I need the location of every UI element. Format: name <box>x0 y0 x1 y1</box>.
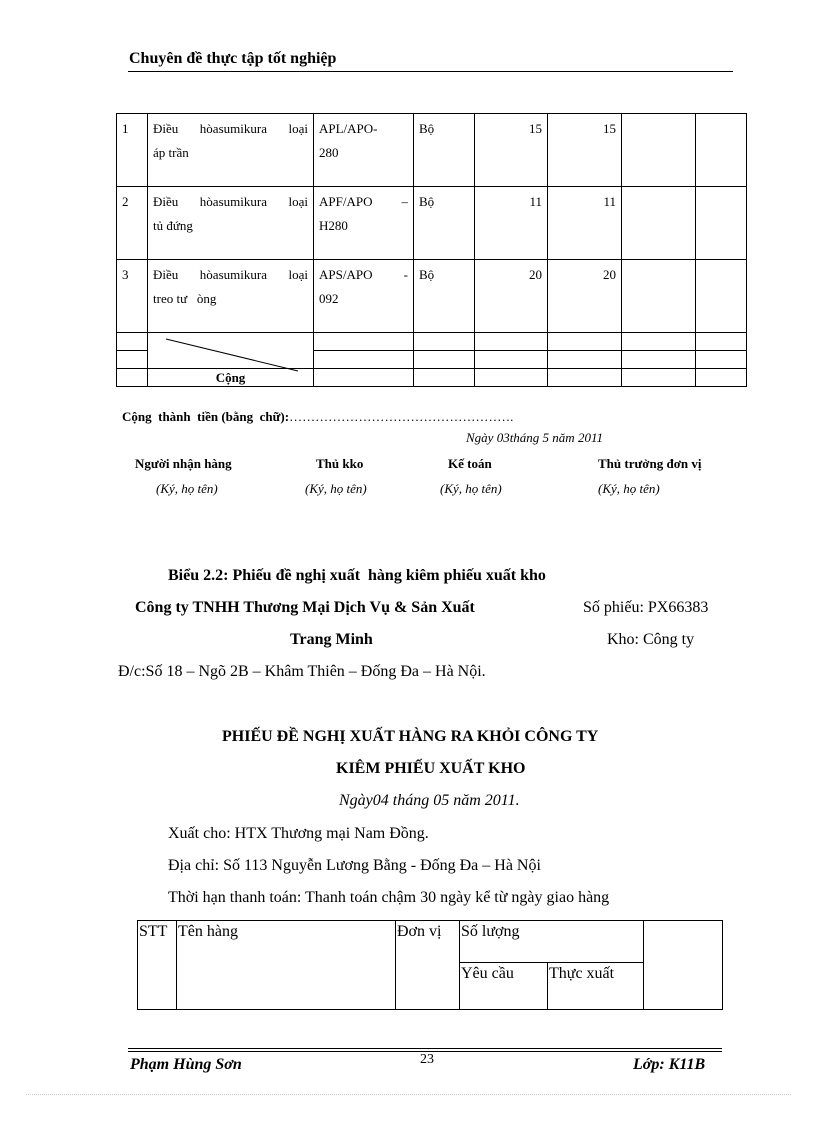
export-table <box>137 920 723 1010</box>
form-subtitle: KIÊM PHIẾU XUẤT KHO <box>336 760 526 777</box>
header-thuc-xuat: Thực xuất <box>548 963 644 1010</box>
header-yeu-cau: Yêu cầu <box>460 963 548 1010</box>
cell-qty-request: 15 <box>475 114 548 187</box>
figure-caption: Biểu 2.2: Phiếu đề nghị xuất hàng kiêm phiếu xuất kho <box>168 567 546 584</box>
header-ten-hang: Tên hàng <box>177 921 396 1010</box>
signature-title: Kế toán <box>448 456 492 471</box>
voucher-number: Số phiếu: PX66383 <box>583 599 709 616</box>
export-to: Xuất cho: HTX Thương mại Nam Đồng. <box>168 825 429 842</box>
cell-code-line1: APS/APO - <box>319 267 408 282</box>
recipient-address: Địa chỉ: Số 113 Nguyễn Lương Bằng - Đống Đa – Hà Nội <box>168 857 541 874</box>
cell-code-line1: APL/APO- <box>319 121 378 136</box>
form-date: Ngày04 tháng 05 năm 2011. <box>339 792 520 809</box>
form-title: PHIẾU ĐỀ NGHỊ XUẤT HÀNG RA KHỎI CÔNG TY <box>222 728 599 745</box>
total-in-words-label: Cộng thành tiền (bằng chữ): <box>122 409 290 424</box>
footer-author: Phạm Hùng Sơn <box>130 1056 242 1073</box>
table-row <box>117 114 747 187</box>
cell-qty-request: 20 <box>475 260 548 333</box>
header-empty <box>644 921 723 1010</box>
cell-qty-actual: 15 <box>548 114 622 187</box>
cell-unit: Bộ <box>414 114 475 187</box>
cell-name-line2: treo tư òng <box>153 291 217 306</box>
cell-qty-actual: 11 <box>548 187 622 260</box>
cell-name-line1: Điều hòasumikura loại <box>153 121 308 136</box>
cell-empty <box>622 260 696 333</box>
cell-name-line2: áp trần <box>153 145 189 160</box>
footer-class: Lớp: K11B <box>633 1056 706 1073</box>
diagonal-strike-line <box>148 333 308 373</box>
cell-name-line1: Điều hòasumikura loại <box>153 194 308 209</box>
cell-code-line2: H280 <box>319 218 348 233</box>
date-line-1: Ngày 03tháng 5 năm 2011 <box>466 430 603 445</box>
cell-empty <box>622 187 696 260</box>
signature-note: (Ký, họ tên) <box>440 481 502 496</box>
goods-table <box>116 113 747 387</box>
header-title: Chuyên đề thực tập tốt nghiệp <box>129 50 337 67</box>
page-number: 23 <box>420 1052 434 1067</box>
signature-title: Thủ kko <box>316 456 364 471</box>
footer-rule-top <box>128 1048 722 1049</box>
payment-term: Thời hạn thanh toán: Thanh toán chậm 30 ngày kể từ ngày giao hàng <box>168 889 610 906</box>
strike-cell <box>148 333 314 369</box>
header-stt: STT <box>138 921 177 1010</box>
cell-stt: 1 <box>117 114 148 187</box>
cell-code <box>314 260 414 333</box>
header-so-luong: Số lượng <box>460 921 644 963</box>
total-in-words <box>122 409 513 425</box>
cell-qty-actual: 20 <box>548 260 622 333</box>
cell-code-line1: APF/APO – <box>319 194 408 209</box>
page-edge <box>26 1094 791 1095</box>
signature-note: (Ký, họ tên) <box>598 481 660 496</box>
cell-empty <box>622 114 696 187</box>
total-label: Cộng <box>148 369 314 387</box>
cell-name-line1: Điều hòasumikura loại <box>153 267 308 282</box>
total-in-words-dots: ……………………………………………. <box>289 409 514 424</box>
signature-note: (Ký, họ tên) <box>156 481 218 496</box>
signature-title: Người nhận hàng <box>135 456 232 471</box>
cell-qty-request: 11 <box>475 187 548 260</box>
cell-name <box>148 114 314 187</box>
cell-stt: 2 <box>117 187 148 260</box>
cell-name <box>148 260 314 333</box>
cell-empty <box>696 260 747 333</box>
company-name-line2: Trang Minh <box>290 631 373 648</box>
cell-name <box>148 187 314 260</box>
company-name-line1: Công ty TNHH Thương Mại Dịch Vụ & Sản Xuất <box>135 599 475 616</box>
cell-stt: 3 <box>117 260 148 333</box>
table-row <box>117 260 747 333</box>
cell-name-line2: tủ đứng <box>153 218 193 233</box>
cell-unit: Bộ <box>414 187 475 260</box>
cell-empty <box>696 187 747 260</box>
company-address: Đ/c:Số 18 – Ngõ 2B – Khâm Thiên – Đống Đa – Hà Nội. <box>118 663 486 680</box>
warehouse: Kho: Công ty <box>607 631 695 648</box>
cell-code <box>314 114 414 187</box>
cell-code <box>314 187 414 260</box>
table-header-row <box>138 921 723 963</box>
table-row <box>117 187 747 260</box>
header-don-vi: Đơn vị <box>396 921 460 1010</box>
header-rule <box>128 71 733 72</box>
table-row-empty <box>117 333 747 351</box>
cell-code-line2: 280 <box>319 145 339 160</box>
cell-code-line2: 092 <box>319 291 339 306</box>
cell-unit: Bộ <box>414 260 475 333</box>
signature-title: Thủ trưởng đơn vị <box>598 456 702 471</box>
signature-note: (Ký, họ tên) <box>305 481 367 496</box>
cell-empty <box>696 114 747 187</box>
